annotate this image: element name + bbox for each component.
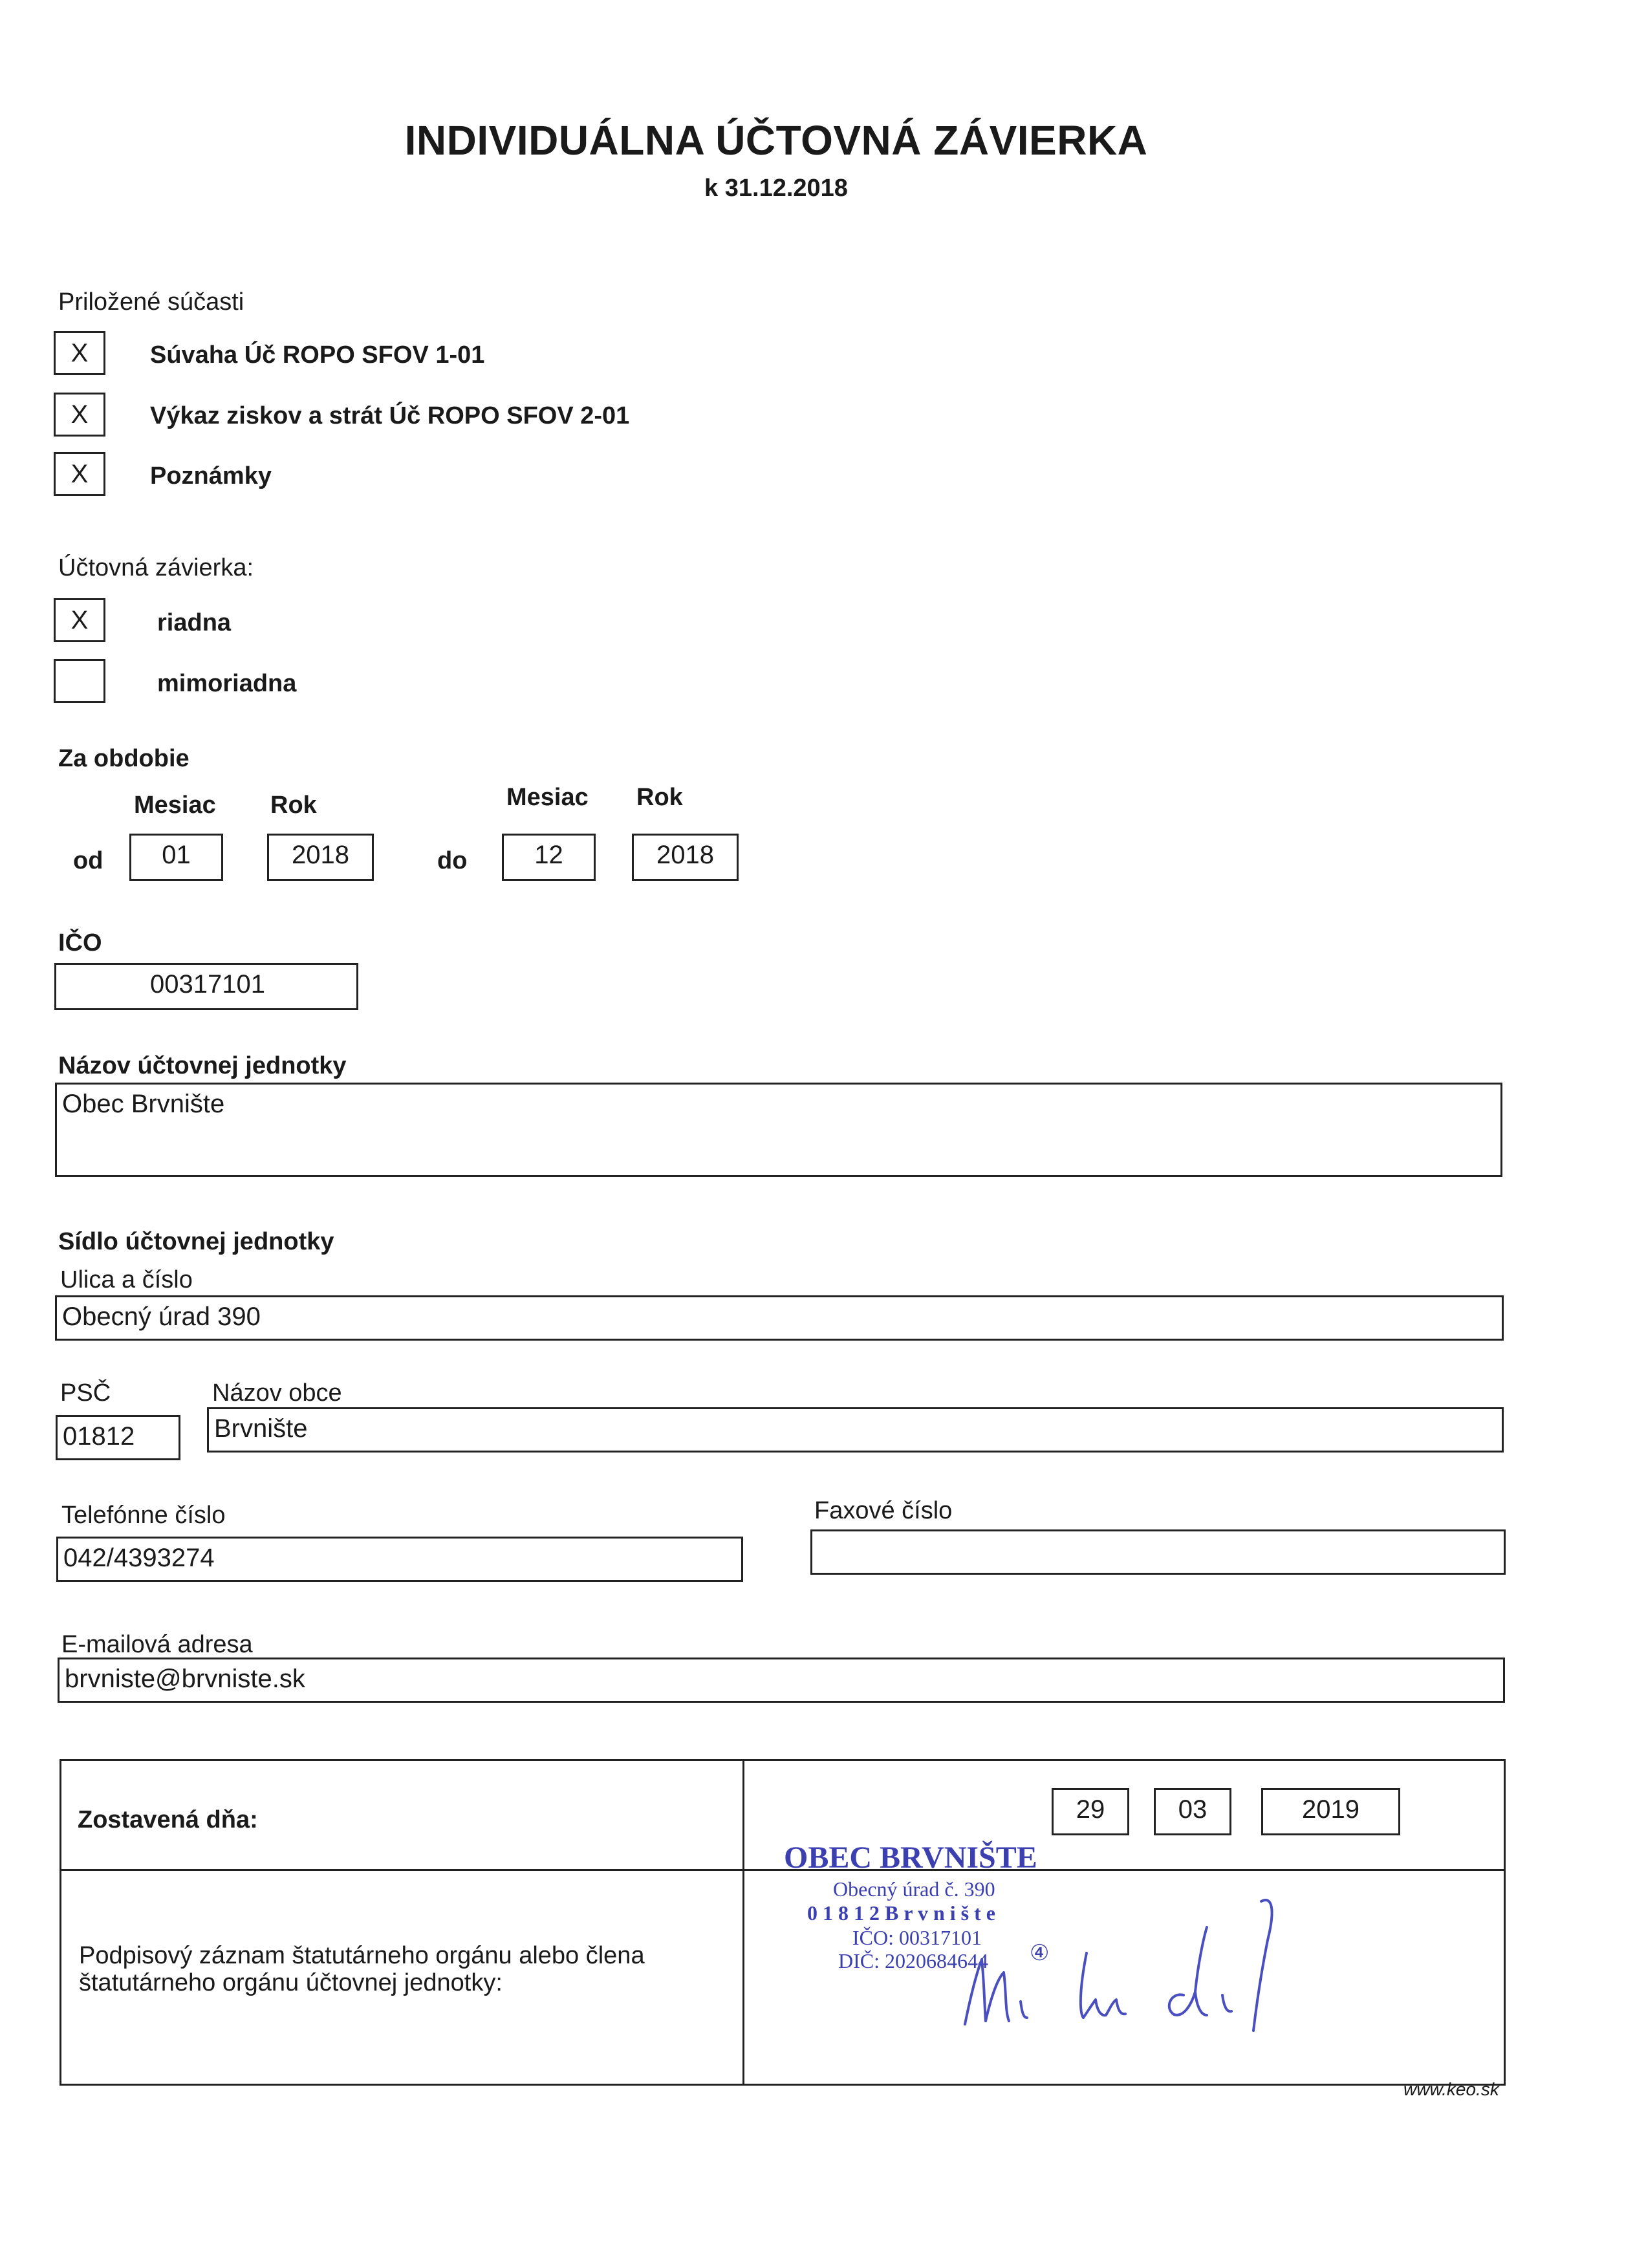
- unit-name-label: Názov účtovnej jednotky: [58, 1052, 347, 1079]
- part-profit-loss-label: Výkaz ziskov a strát Úč ROPO SFOV 2-01: [150, 402, 630, 429]
- period-from-month-field[interactable]: 01: [129, 834, 223, 881]
- city-label: Názov obce: [212, 1379, 342, 1407]
- period-to-label: do: [437, 847, 468, 874]
- email-field[interactable]: brvniste@brvniste.sk: [58, 1658, 1505, 1703]
- compiled-day-field[interactable]: 29: [1052, 1788, 1129, 1835]
- part-notes-label: Poznámky: [150, 462, 272, 490]
- city-field[interactable]: Brvnište: [207, 1407, 1504, 1453]
- period-to-year-label: Rok: [636, 784, 683, 811]
- compiled-date-label: Zostavená dňa:: [78, 1806, 258, 1833]
- period-from-label: od: [73, 847, 103, 874]
- closing-extraordinary-label: mimoriadna: [157, 670, 297, 697]
- closing-heading: Účtovná závierka:: [58, 554, 254, 581]
- period-to-year-field[interactable]: 2018: [632, 834, 739, 881]
- fax-label: Faxové číslo: [814, 1497, 953, 1524]
- stamp-dic: DIČ: 2020684644: [838, 1949, 988, 1972]
- signature-table-row-divider: [60, 1869, 1506, 1871]
- part-notes-checkbox[interactable]: X: [54, 452, 105, 496]
- stamp-ico: IČO: 00317101: [852, 1926, 982, 1949]
- signature-label-line1: Podpisový záznam štatutárneho orgánu alebo člena: [79, 1942, 645, 1969]
- street-label: Ulica a číslo: [60, 1266, 193, 1293]
- psc-field[interactable]: 01812: [56, 1415, 180, 1460]
- period-to-month-label: Mesiac: [506, 784, 589, 811]
- fax-field[interactable]: [810, 1529, 1506, 1575]
- signature-table-divider: [742, 1759, 744, 2086]
- street-field[interactable]: Obecný úrad 390: [55, 1295, 1504, 1341]
- unit-name-field[interactable]: Obec Brvnište: [55, 1083, 1502, 1177]
- period-to-month-field[interactable]: 12: [502, 834, 596, 881]
- period-from-year-field[interactable]: 2018: [267, 834, 374, 881]
- psc-label: PSČ: [60, 1379, 111, 1407]
- stamp-municipality: OBEC BRVNIŠTE: [784, 1841, 1037, 1875]
- phone-field[interactable]: 042/4393274: [56, 1537, 743, 1582]
- stamp-postcode: 0 1 8 1 2 B r v n i š t e: [807, 1901, 995, 1925]
- footer-url: www.keo.sk: [1403, 2079, 1499, 2099]
- parts-heading: Priložené súčasti: [58, 288, 244, 316]
- part-profit-loss-checkbox[interactable]: X: [54, 393, 105, 437]
- part-balance-label: Súvaha Úč ROPO SFOV 1-01: [150, 341, 485, 369]
- period-from-year-label: Rok: [270, 792, 317, 819]
- stamp-office: Obecný úrad č. 390: [833, 1877, 995, 1901]
- address-heading: Sídlo účtovnej jednotky: [58, 1228, 334, 1255]
- phone-label: Telefónne číslo: [61, 1502, 226, 1529]
- ico-field[interactable]: 00317101: [54, 963, 358, 1010]
- signature-label-line2: štatutárneho orgánu účtovnej jednotky:: [79, 1969, 503, 1996]
- compiled-year-field[interactable]: 2019: [1261, 1788, 1400, 1835]
- ico-label: IČO: [58, 929, 102, 956]
- document-date: k 31.12.2018: [704, 175, 848, 202]
- email-label: E-mailová adresa: [61, 1631, 253, 1658]
- period-from-month-label: Mesiac: [134, 792, 216, 819]
- closing-extraordinary-checkbox[interactable]: [54, 659, 105, 703]
- document-title: INDIVIDUÁLNA ÚČTOVNÁ ZÁVIERKA: [404, 117, 1148, 164]
- stamp-mark: ④: [1030, 1941, 1050, 1965]
- compiled-month-field[interactable]: 03: [1154, 1788, 1231, 1835]
- handwritten-signature: [951, 1888, 1300, 2044]
- closing-regular-label: riadna: [157, 609, 232, 636]
- period-heading: Za obdobie: [58, 745, 189, 772]
- closing-regular-checkbox[interactable]: X: [54, 598, 105, 642]
- part-balance-checkbox[interactable]: X: [54, 331, 105, 375]
